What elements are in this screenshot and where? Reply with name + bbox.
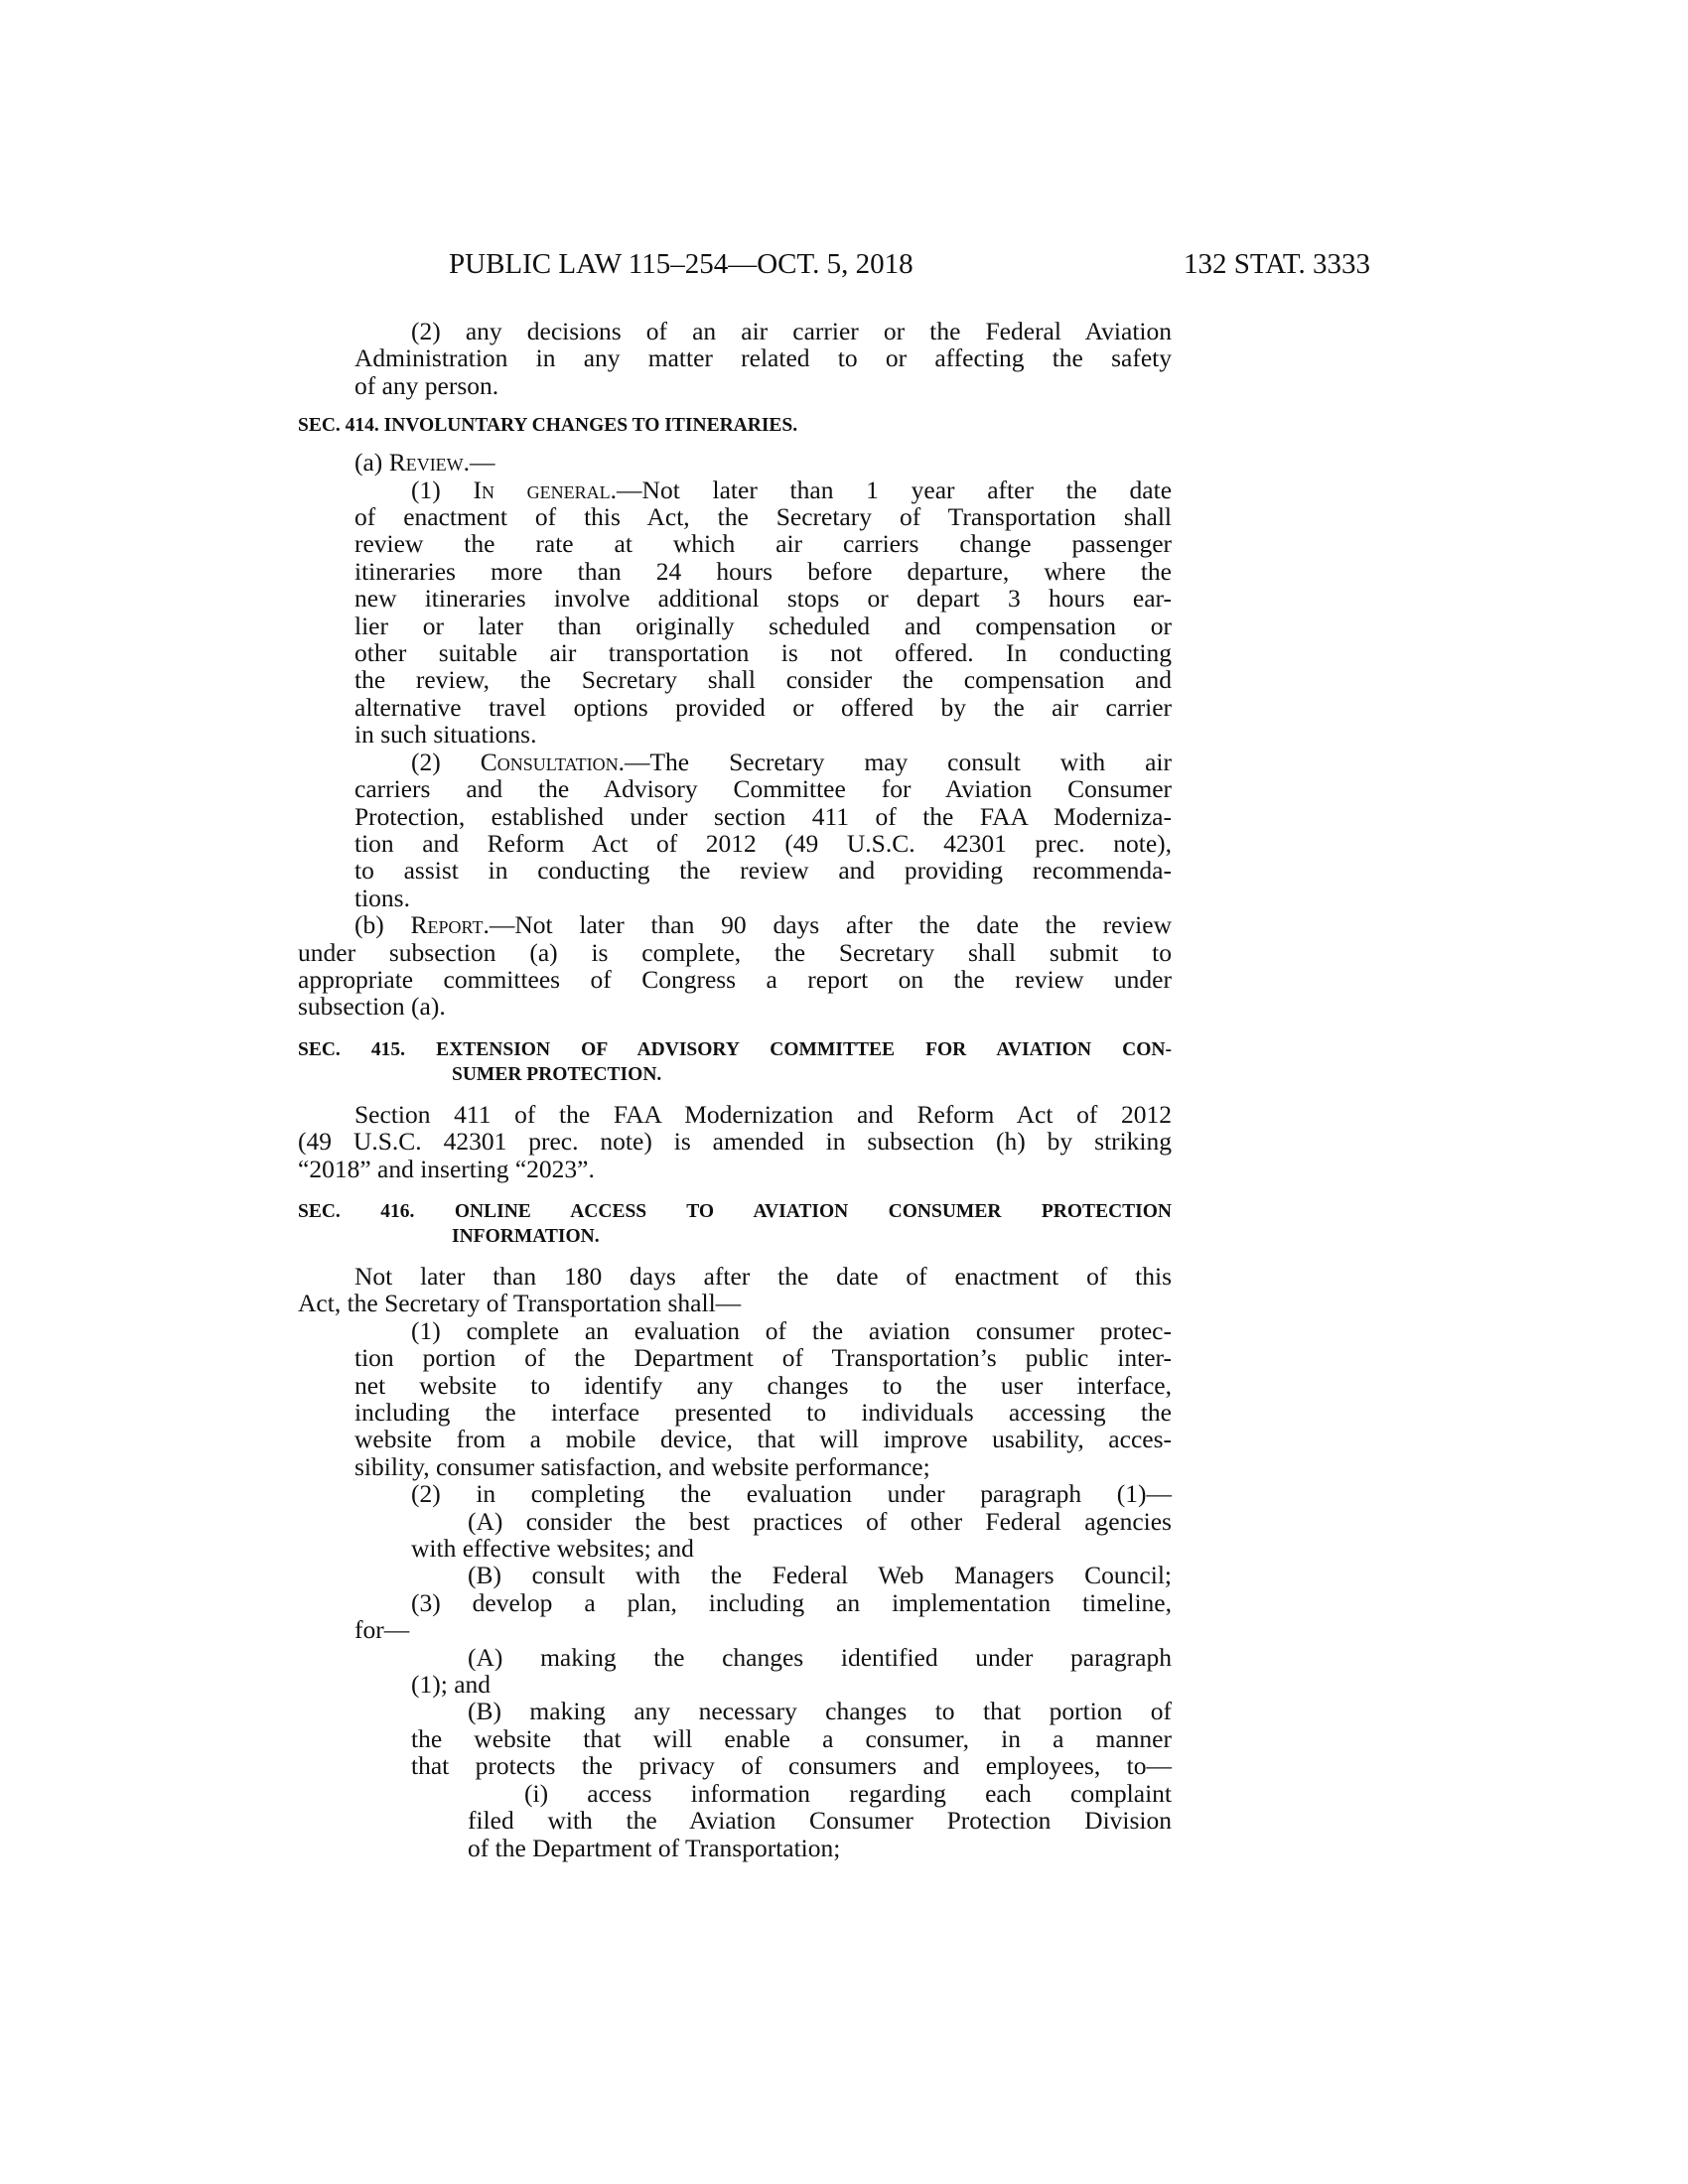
text-line: (1); and [411,1670,492,1700]
subsection-a-heading [298,449,1172,476]
paragraph-414-a-1 [298,477,1172,749]
text-line: (A) consider the best practices of other Federal agencies [468,1506,1172,1536]
text-line: carriers and the Advisory Committee for Aviation Consumer [354,774,1172,804]
text-line [298,477,1172,503]
para-label: In general [473,475,611,504]
text-line: in such situations. [354,720,537,750]
heading-line: SEC. 416. ONLINE ACCESS TO AVIATION CONSUMER PROTECTION [298,1200,1172,1222]
text-line: appropriate committees of Congress a report on the review under [298,964,1172,994]
text-line: alternative travel options provided or offered by the air carrier [354,692,1172,722]
text-line: subsection (a). [298,992,446,1022]
para-num: (2) [411,747,481,776]
text-line: sibility, consumer satisfaction, and website performance; [354,1451,930,1481]
text-line: for— [354,1615,410,1645]
text-line: other suitable air transportation is not offered. In conducting [354,638,1172,668]
para-label: Report [410,910,484,940]
text-line: (B) consult with the Federal Web Managers Council; [468,1561,1172,1590]
text-line: filed with the Aviation Consumer Protection Division [468,1806,1172,1836]
text-line: under subsection (a) is complete, the Secretary shall submit to [298,937,1172,967]
text-line: Not later than 180 days after the date of enactment of this [354,1261,1172,1291]
text-line: (1) complete an evaluation of the aviation consumer protec- [411,1315,1172,1345]
text-line: “2018” and inserting “2023”. [298,1154,595,1183]
text-line: (B) making any necessary changes to that portion of [468,1697,1172,1726]
section-heading-416 [298,1199,1172,1249]
para-text: .—Not later than 1 year after the date [610,475,1173,504]
text-line: (i) access information regarding each complaint [524,1778,1172,1808]
text-line: Protection, established under section 411 of the FAA Moderniza- [354,801,1172,831]
text-line: including the interface presented to individuals accessing the [354,1398,1172,1427]
para-text: .—The Secretary may consult with air [618,747,1172,776]
section-416-body [298,1263,1172,1861]
text-line: that protects the privacy of consumers and employees, to— [411,1751,1172,1781]
text-line: lier or later than originally scheduled and compensation or [354,611,1172,640]
text-line: (3) develop a plan, including an implementation timeline, [411,1587,1172,1617]
text-line: new itineraries involve additional stops or depart 3 hours ear- [354,584,1172,614]
text-line: itineraries more than 24 hours before departure, where the [354,556,1172,586]
heading-line: SEC. 415. EXTENSION OF ADVISORY COMMITTEE FOR AVIATION CON- [298,1038,1172,1060]
subsection-a-label: Review [388,448,464,478]
subsection-a-num: (a) [354,448,389,478]
text-line [298,749,1172,775]
text-line [298,911,1172,938]
subsection-a-dash: .— [463,448,495,478]
paragraph-414-a-2 [298,749,1172,911]
header-title: PUBLIC LAW 115–254—OCT. 5, 2018 [449,248,914,280]
subsection-414-b [298,911,1172,1021]
para-num: (b) [354,910,411,940]
heading-line: INFORMATION. [452,1225,600,1247]
para-label: Consultation [480,747,619,776]
text-line: the website that will enable a consumer, in a manner [411,1723,1172,1753]
text-line: (2) in completing the evaluation under paragraph (1)— [411,1479,1172,1509]
text-line: website from a mobile device, that will improve usability, acces- [354,1425,1172,1454]
section-415-body [298,1101,1172,1182]
text-line: (49 U.S.C. 42301 prec. note) is amended in subsection (h) by striking [298,1127,1172,1157]
text-line: net website to identify any changes to the user interface, [354,1370,1172,1400]
text-line: of enactment of this Act, the Secretary of Transportation shall [354,502,1172,532]
running-header [298,248,1370,288]
para-text: .—Not later than 90 days after the date the review [483,910,1172,940]
text-line: (A) making the changes identified under paragraph [468,1642,1172,1672]
para-num: (1) [411,475,474,504]
text-line: (2) any decisions of an air carrier or the Federal Aviation [411,317,1172,345]
text-line: of any person. [354,370,499,400]
text-line: tion portion of the Department of Transportation’s public inter- [354,1343,1172,1373]
text-line: tions. [354,883,410,912]
text-line: to assist in conducting the review and providing recommenda- [354,856,1172,886]
heading-line: SUMER PROTECTION. [452,1063,662,1085]
text-line: tion and Reform Act of 2012 (49 U.S.C. 42301 prec. note), [354,828,1172,858]
section-heading-415 [298,1037,1172,1087]
section-heading-414: SEC. 414. INVOLUNTARY CHANGES TO ITINERARIES. [298,415,798,437]
text-line: with effective websites; and [411,1534,694,1564]
text-line: review the rate at which air carriers change passenger [354,529,1172,559]
document-body [298,318,1172,1861]
carryover-paragraph [298,318,1172,399]
text-line: Act, the Secretary of Transportation shall— [298,1289,742,1318]
text-line: the review, the Secretary shall consider the compensation and [354,665,1172,695]
text-line: of the Department of Transportation; [468,1833,841,1862]
text-line: Administration in any matter related to or affecting the safety [354,343,1172,373]
text-line: Section 411 of the FAA Modernization and Reform Act of 2012 [354,1099,1172,1129]
header-stat-page: 132 STAT. 3333 [1183,248,1370,280]
